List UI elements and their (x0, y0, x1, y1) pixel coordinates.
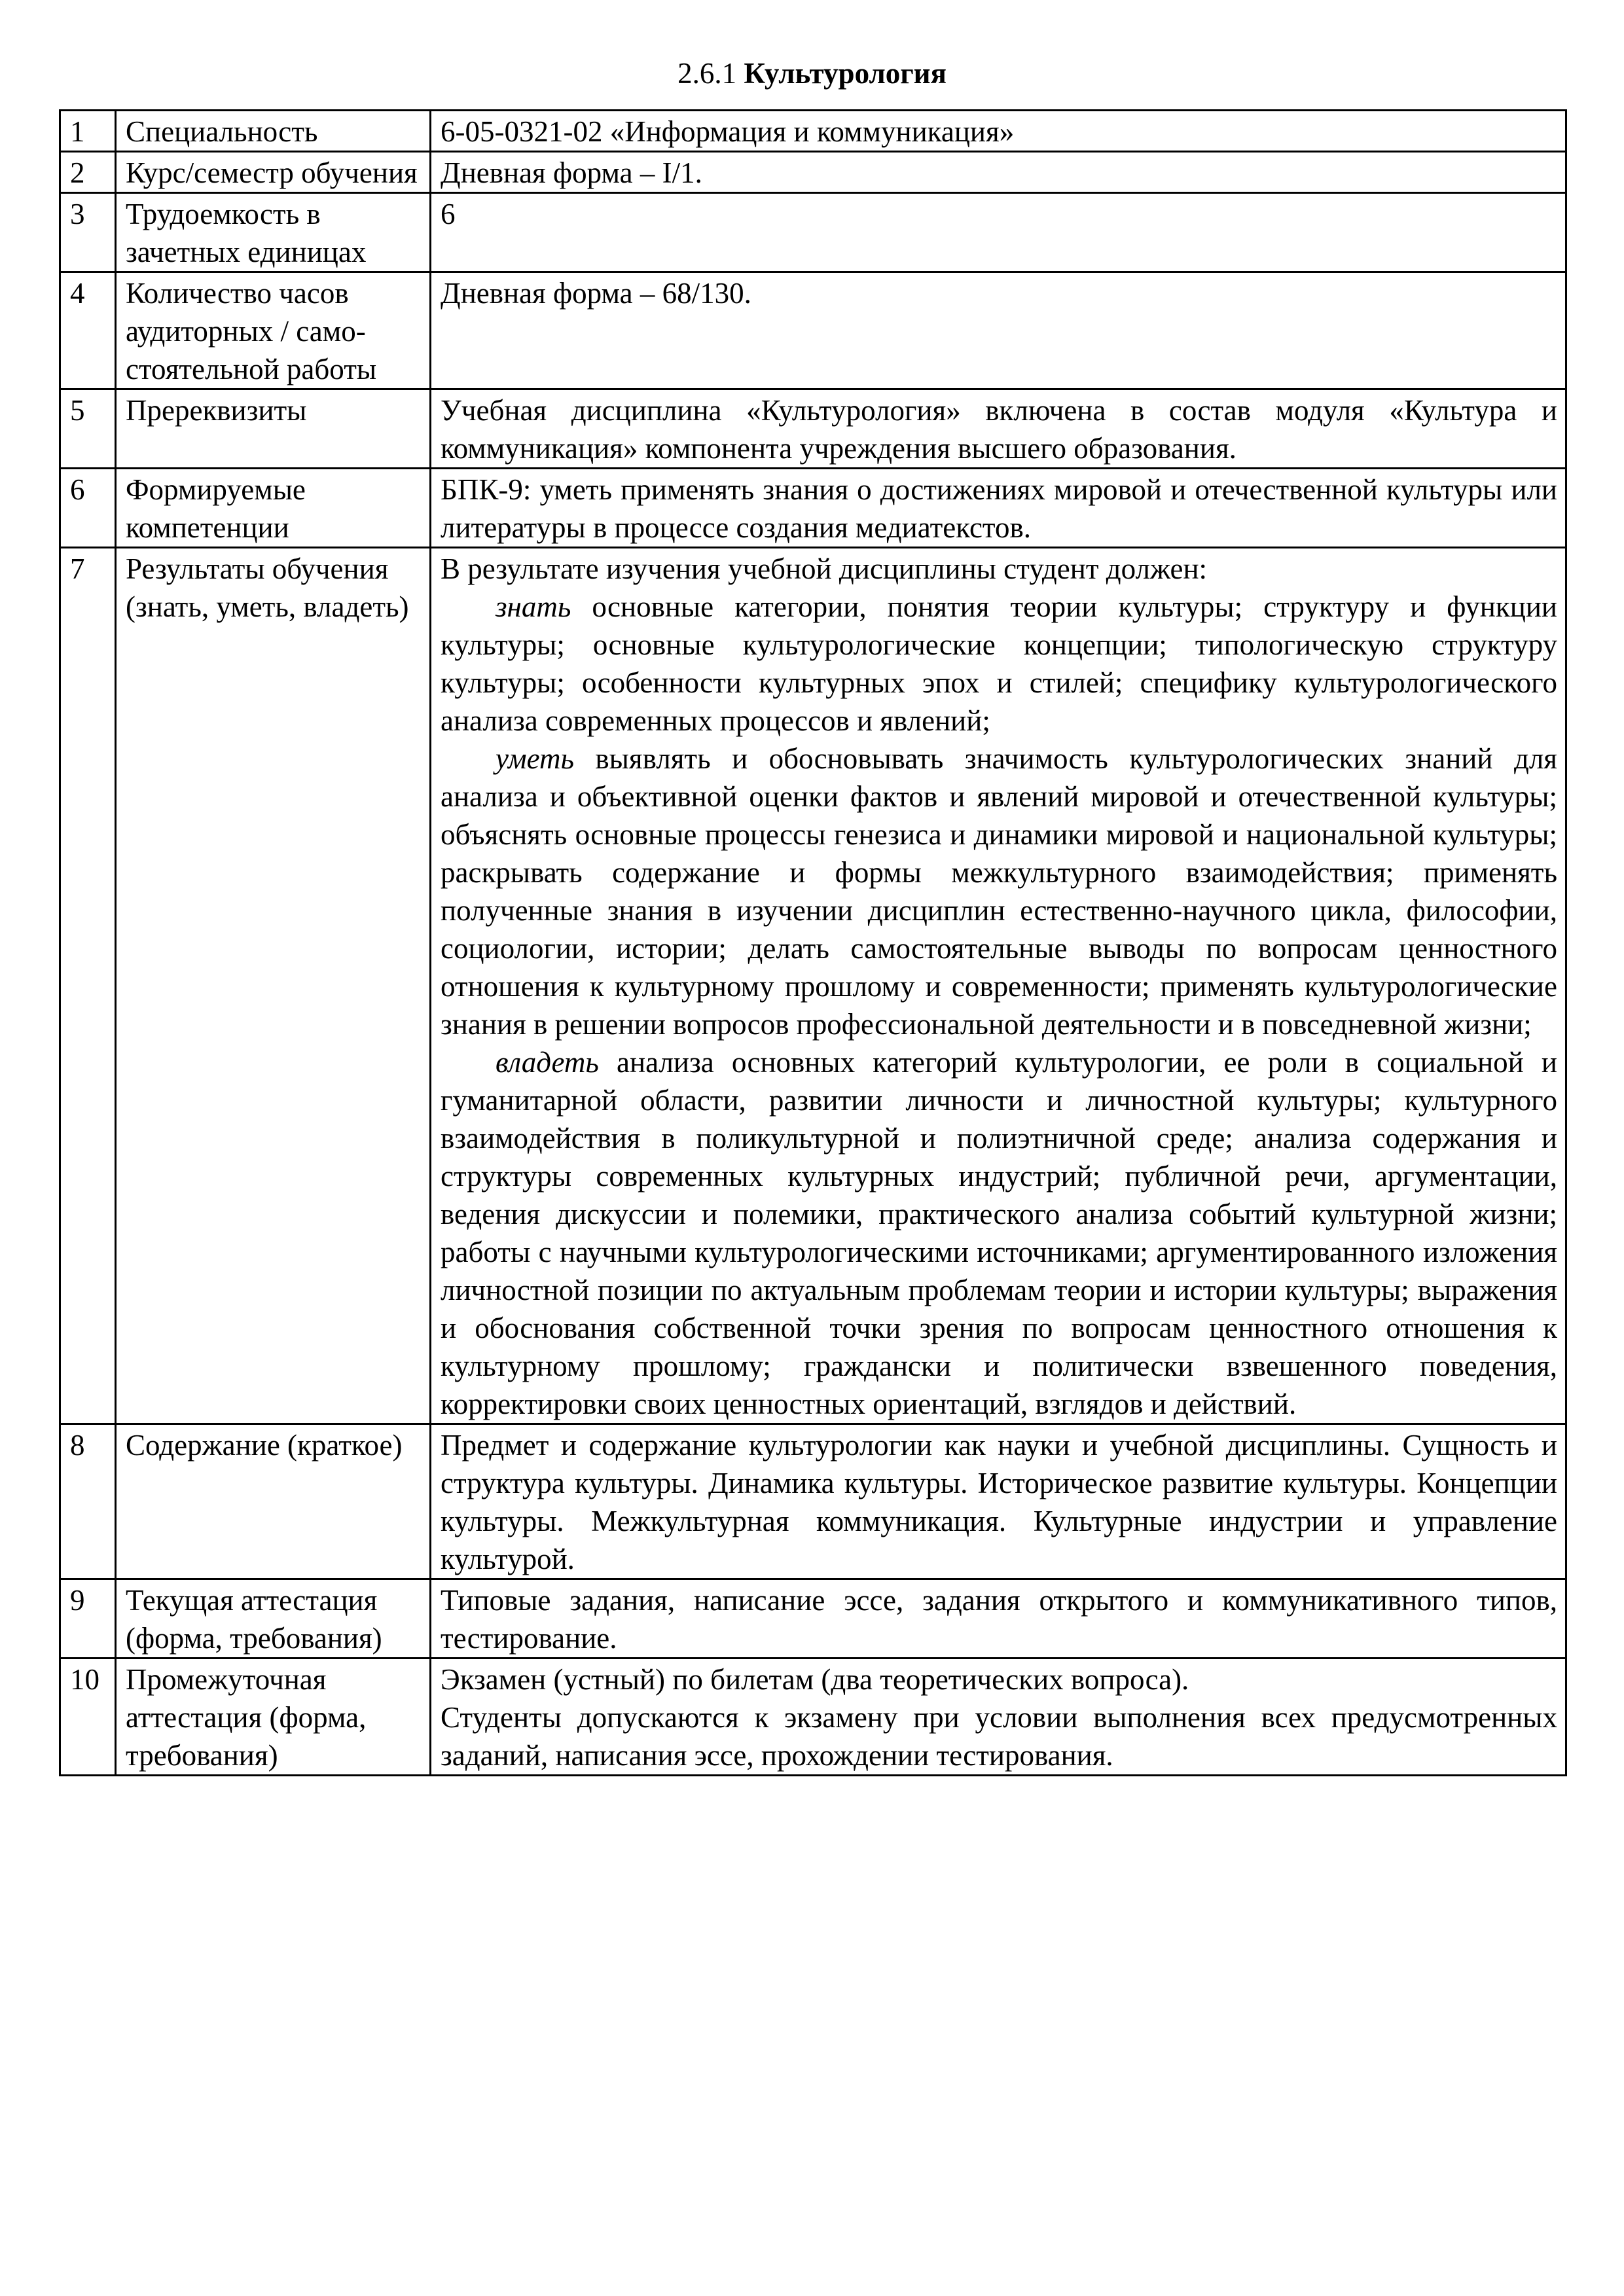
row-label: Содержание (краткое) (116, 1424, 431, 1579)
section-number: 2.6.1 (677, 57, 737, 90)
row-number: 2 (60, 152, 116, 193)
page-title (0, 55, 1624, 92)
row-value (431, 1659, 1566, 1776)
section-title: Культурология (744, 57, 947, 90)
row-number: 3 (60, 193, 116, 272)
row-number: 8 (60, 1424, 116, 1579)
row-label: Количество часов аудиторных / само-стоятельной работы (116, 272, 431, 389)
row-value: Дневная форма – I/1. (431, 152, 1566, 193)
row-label: Пререквизиты (116, 389, 431, 469)
row-number: 9 (60, 1579, 116, 1659)
row-value: Предмет и содержание культурологии как науки и учебной дисциплины. Сущность и структура культуры. Динамика культуры. Историческое развитие культуры. Концепции культуры. Межкультурная коммуникация. Культурные индустрии и управление культурой. (431, 1424, 1566, 1579)
exam-format: Экзамен (устный) по билетам (два теоретических вопроса). (441, 1663, 1189, 1696)
can-term: уметь (496, 742, 574, 775)
row-label: Результаты обучения (знать, уметь, владеть) (116, 548, 431, 1424)
table-row (60, 1424, 1566, 1579)
row-number: 7 (60, 548, 116, 1424)
table-row (60, 1579, 1566, 1659)
discipline-table (59, 109, 1567, 1776)
own-text: анализа основных категорий культурологии, ее роли в социальной и гуманитарной области, развитии личности и личностной культуры; культурного взаимодействия в поликультурной и полиэтничной среде; анализа содержания и структуры современных культурных индустрий; публичной речи, аргументации, ведения дискуссии и полемики, практического анализа событий культурной жизни; работы с научными культурологическими источниками; аргументированного изложения личностной позиции по актуальным проблемам теории и истории культуры; выражения и обоснования собственной точки зрения по вопросам ценностного отношения к культурному прошлому; граждански и политически взвешенного поведения, корректировки своих ценностных ориентаций, взглядов и действий. (441, 1046, 1557, 1420)
table-row (60, 272, 1566, 389)
own-term: владеть (496, 1046, 599, 1079)
row-number: 10 (60, 1659, 116, 1776)
row-label: Специальность (116, 111, 431, 152)
row-number: 6 (60, 469, 116, 548)
outcomes-own (441, 1043, 1557, 1423)
row-number: 1 (60, 111, 116, 152)
row-value: 6-05-0321-02 «Информация и коммуникация» (431, 111, 1566, 152)
row-value: БПК-9: уметь применять знания о достижениях мировой и отечественной культуры или литературы в процессе создания медиатекстов. (431, 469, 1566, 548)
row-number: 5 (60, 389, 116, 469)
row-label: Текущая аттестация (форма, требования) (116, 1579, 431, 1659)
row-value: Типовые задания, написание эссе, задания открытого и коммуникативного типов, тестирование. (431, 1579, 1566, 1659)
can-text: выявлять и обосновывать значимость культурологических знаний для анализа и объективной оценки фактов и явлений мировой и отечественной культуры; объяснять основные процессы генезиса и динамики мировой и национальной культуры; раскрывать содержание и формы межкультурного взаимодействия; применять полученные знания в изучении дисциплин естественно-научного цикла, философии, социологии, истории; делать самостоятельные выводы по вопросам ценностного отношения к культурному прошлому и современности; применять культурологические знания в решении вопросов профессиональной деятельности и в повседневной жизни; (441, 742, 1557, 1041)
table-row (60, 111, 1566, 152)
row-value: 6 (431, 193, 1566, 272)
outcomes-intro: В результате изучения учебной дисциплины студент должен: (441, 552, 1208, 585)
table-row (60, 469, 1566, 548)
row-label: Формируемые компетенции (116, 469, 431, 548)
outcomes-know (441, 588, 1557, 740)
exam-admission: Студенты допускаются к экзамену при условии выполнения всех предусмотренных заданий, написания эссе, прохождении тестирования. (441, 1701, 1557, 1772)
table-row (60, 193, 1566, 272)
table-row (60, 548, 1566, 1424)
row-label: Промежуточная аттестация (форма, требования) (116, 1659, 431, 1776)
table-row (60, 389, 1566, 469)
table-row (60, 152, 1566, 193)
row-value: Дневная форма – 68/130. (431, 272, 1566, 389)
row-label: Трудоемкость в зачетных единицах (116, 193, 431, 272)
table-row (60, 1659, 1566, 1776)
learning-outcomes (431, 548, 1566, 1424)
outcomes-can (441, 740, 1557, 1043)
row-number: 4 (60, 272, 116, 389)
know-text: основные категории, понятия теории культуры; структуру и функции культуры; основные культурологические концепции; типологическую структуру культуры; особенности культурных эпох и стилей; специфику культурологического анализа современных процессов и явлений; (441, 590, 1557, 737)
row-value: Учебная дисциплина «Культурология» включена в состав модуля «Культура и коммуникация» компонента учреждения высшего образования. (431, 389, 1566, 469)
row-label: Курс/семестр обучения (116, 152, 431, 193)
know-term: знать (496, 590, 571, 623)
